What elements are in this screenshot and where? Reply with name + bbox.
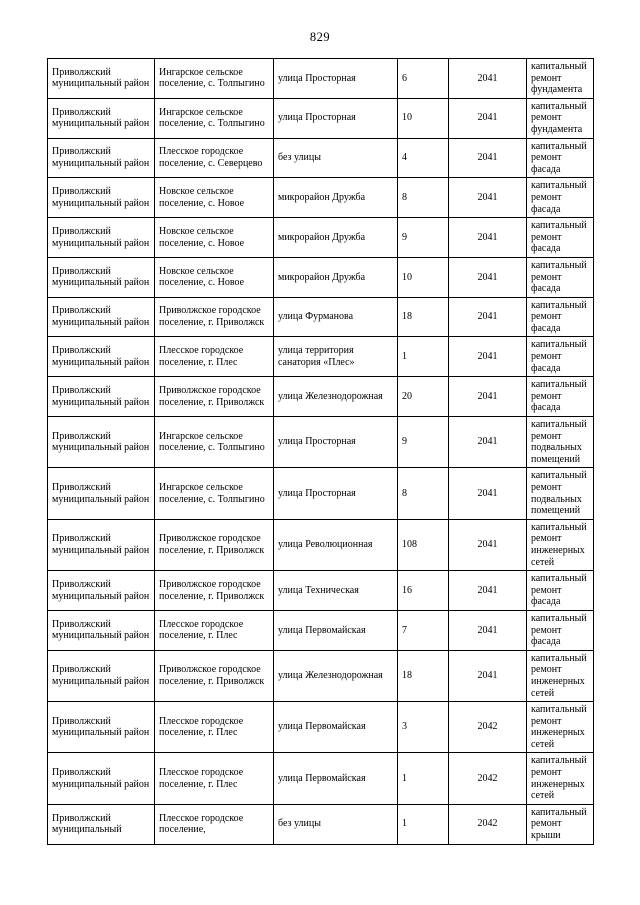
cell-district: Приволжский муниципальный район [48,59,155,99]
cell-district: Приволжский муниципальный [48,804,155,844]
page-number: 829 [309,30,331,44]
cell-year: 2041 [449,297,527,337]
cell-house-number: 8 [398,468,449,519]
cell-district: Приволжский муниципальный район [48,98,155,138]
cell-district: Приволжский муниципальный район [48,218,155,258]
cell-house-number: 18 [398,297,449,337]
cell-year: 2041 [449,59,527,99]
cell-district: Приволжский муниципальный район [48,417,155,468]
cell-house-number: 9 [398,417,449,468]
cell-street: улица Просторная [274,417,398,468]
cell-work-type: капитальный ремонт фасада [527,138,594,178]
cell-district: Приволжский муниципальный район [48,610,155,650]
cell-district: Приволжский муниципальный район [48,138,155,178]
cell-year: 2041 [449,337,527,377]
table-row [48,519,594,570]
table-row [48,178,594,218]
cell-district: Приволжский муниципальный район [48,257,155,297]
cell-settlement: Приволжское городское поселение, г. Приволжск [155,297,274,337]
cell-house-number: 9 [398,218,449,258]
cell-work-type: капитальный ремонт фасада [527,337,594,377]
cell-year: 2042 [449,753,527,804]
cell-work-type: капитальный ремонт фасада [527,610,594,650]
table-row [48,98,594,138]
table-row [48,218,594,258]
table-row [48,468,594,519]
cell-work-type: капитальный ремонт фасада [527,218,594,258]
cell-street: без улицы [274,804,398,844]
repair-plan-table [47,58,594,845]
cell-work-type: капитальный ремонт инженерных сетей [527,519,594,570]
table-row [48,650,594,701]
cell-year: 2041 [449,218,527,258]
table-body [48,59,594,845]
cell-work-type: капитальный ремонт инженерных сетей [527,702,594,753]
cell-street: улица Революционная [274,519,398,570]
cell-street: улица Просторная [274,98,398,138]
cell-settlement: Приволжское городское поселение, г. Приволжск [155,571,274,611]
cell-district: Приволжский муниципальный район [48,337,155,377]
cell-street: улица Железнодорожная [274,650,398,701]
cell-year: 2041 [449,650,527,701]
cell-house-number: 6 [398,59,449,99]
cell-settlement: Новское сельское поселение, с. Новое [155,178,274,218]
cell-settlement: Плесское городское поселение, г. Плес [155,702,274,753]
table-row [48,702,594,753]
cell-settlement: Плесское городское поселение, г. Плес [155,753,274,804]
cell-house-number: 1 [398,337,449,377]
cell-year: 2042 [449,804,527,844]
cell-district: Приволжский муниципальный район [48,297,155,337]
cell-settlement: Плесское городское поселение, с. Северцево [155,138,274,178]
cell-year: 2041 [449,417,527,468]
cell-district: Приволжский муниципальный район [48,468,155,519]
table-row [48,138,594,178]
cell-house-number: 108 [398,519,449,570]
cell-district: Приволжский муниципальный район [48,753,155,804]
cell-year: 2041 [449,98,527,138]
cell-street: микрорайон Дружба [274,257,398,297]
cell-house-number: 7 [398,610,449,650]
cell-work-type: капитальный ремонт фундамента [527,98,594,138]
cell-work-type: капитальный ремонт фундамента [527,59,594,99]
cell-settlement: Новское сельское поселение, с. Новое [155,257,274,297]
cell-settlement: Приволжское городское поселение, г. Приволжск [155,650,274,701]
cell-work-type: капитальный ремонт подвальных помещений [527,468,594,519]
cell-work-type: капитальный ремонт фасада [527,297,594,337]
cell-district: Приволжский муниципальный район [48,650,155,701]
cell-house-number: 10 [398,98,449,138]
cell-settlement: Приволжское городское поселение, г. Приволжск [155,519,274,570]
cell-district: Приволжский муниципальный район [48,178,155,218]
cell-settlement: Ингарское сельское поселение, с. Толпыгино [155,59,274,99]
cell-settlement: Ингарское сельское поселение, с. Толпыгино [155,468,274,519]
cell-street: улица Первомайская [274,753,398,804]
cell-work-type: капитальный ремонт подвальных помещений [527,417,594,468]
cell-street: улица Железнодорожная [274,377,398,417]
cell-work-type: капитальный ремонт крыши [527,804,594,844]
table-row [48,753,594,804]
cell-street: улица Просторная [274,59,398,99]
cell-street: микрорайон Дружба [274,178,398,218]
table-row [48,417,594,468]
cell-year: 2041 [449,571,527,611]
cell-street: улица Первомайская [274,702,398,753]
cell-settlement: Ингарское сельское поселение, с. Толпыгино [155,417,274,468]
cell-year: 2041 [449,519,527,570]
cell-street: улица Первомайская [274,610,398,650]
cell-settlement: Плесское городское поселение, г. Плес [155,337,274,377]
table-row [48,610,594,650]
cell-street: микрорайон Дружба [274,218,398,258]
cell-street: улица Фурманова [274,297,398,337]
cell-year: 2041 [449,257,527,297]
cell-settlement: Ингарское сельское поселение, с. Толпыгино [155,98,274,138]
cell-year: 2041 [449,178,527,218]
cell-settlement: Новское сельское поселение, с. Новое [155,218,274,258]
table-row [48,377,594,417]
cell-year: 2041 [449,468,527,519]
cell-street: без улицы [274,138,398,178]
cell-house-number: 18 [398,650,449,701]
cell-house-number: 4 [398,138,449,178]
cell-year: 2041 [449,138,527,178]
cell-work-type: капитальный ремонт фасада [527,377,594,417]
cell-district: Приволжский муниципальный район [48,702,155,753]
cell-year: 2042 [449,702,527,753]
cell-street: улица Техническая [274,571,398,611]
table-row [48,804,594,844]
cell-street: улица территория санатория «Плес» [274,337,398,377]
cell-work-type: капитальный ремонт фасада [527,571,594,611]
cell-work-type: капитальный ремонт инженерных сетей [527,753,594,804]
cell-house-number: 1 [398,804,449,844]
cell-district: Приволжский муниципальный район [48,571,155,611]
table-row [48,59,594,99]
cell-house-number: 16 [398,571,449,611]
cell-settlement: Плесское городское поселение, г. Плес [155,610,274,650]
table-row [48,257,594,297]
cell-work-type: капитальный ремонт фасада [527,178,594,218]
cell-house-number: 20 [398,377,449,417]
cell-district: Приволжский муниципальный район [48,519,155,570]
cell-street: улица Просторная [274,468,398,519]
table-row [48,571,594,611]
cell-year: 2041 [449,610,527,650]
cell-district: Приволжский муниципальный район [48,377,155,417]
cell-house-number: 8 [398,178,449,218]
cell-house-number: 3 [398,702,449,753]
cell-settlement: Плесское городское поселение, [155,804,274,844]
cell-work-type: капитальный ремонт фасада [527,257,594,297]
cell-house-number: 1 [398,753,449,804]
cell-work-type: капитальный ремонт инженерных сетей [527,650,594,701]
cell-house-number: 10 [398,257,449,297]
cell-settlement: Приволжское городское поселение, г. Приволжск [155,377,274,417]
cell-year: 2041 [449,377,527,417]
table-row [48,337,594,377]
table-row [48,297,594,337]
